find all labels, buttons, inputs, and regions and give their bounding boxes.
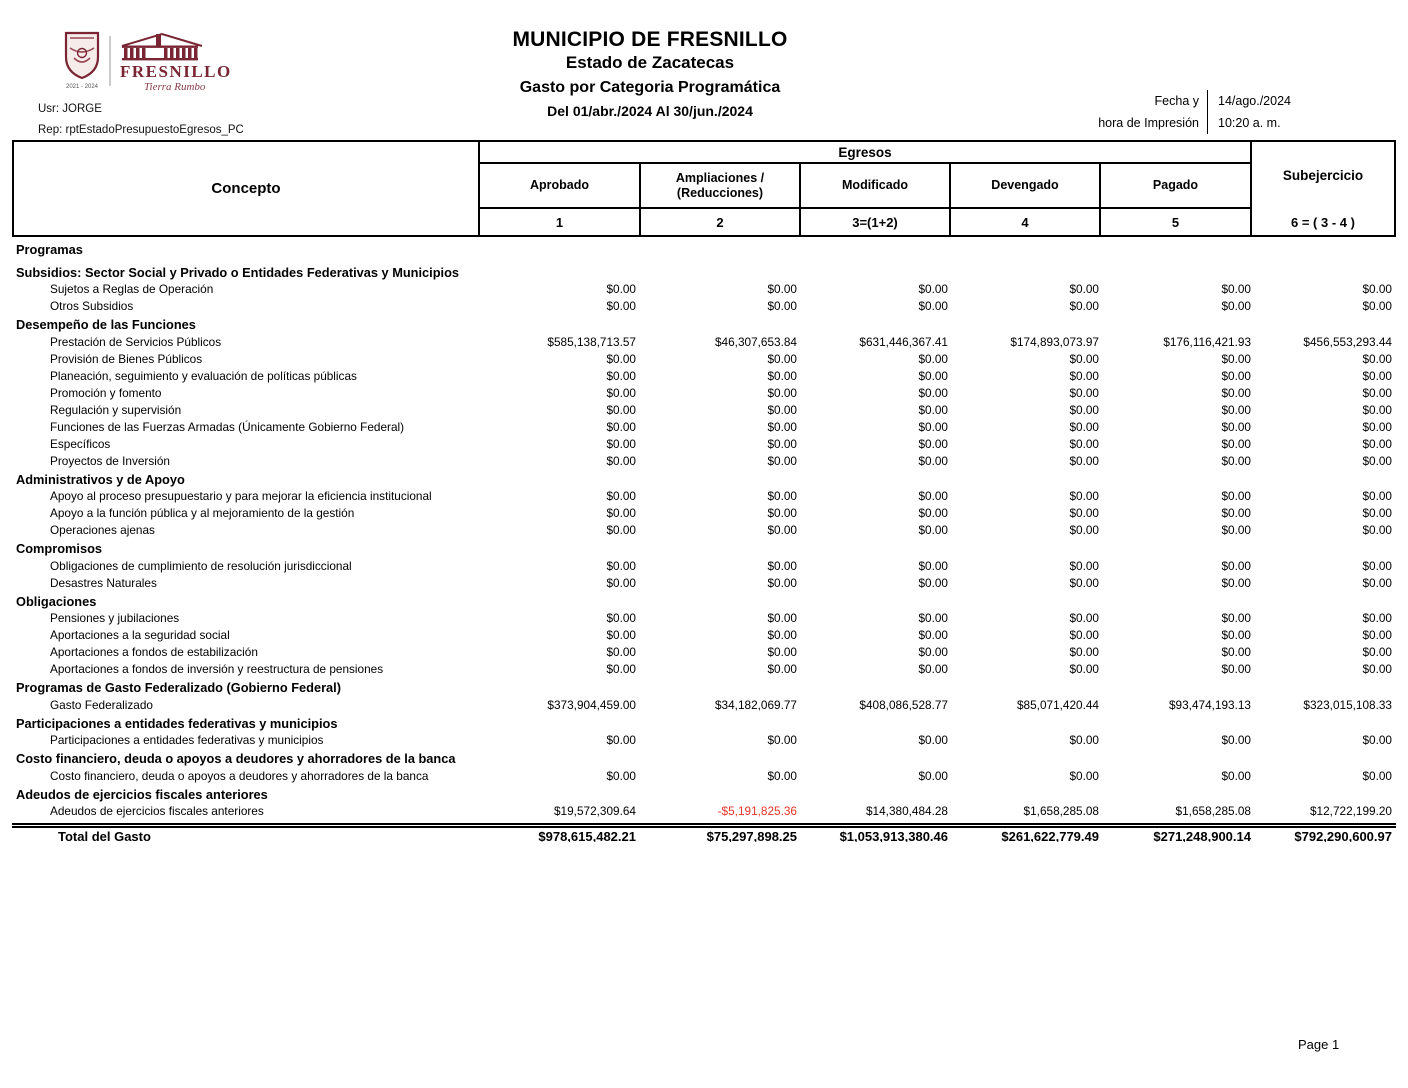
column-number-6: 6 = ( 3 - 4 ) (1250, 209, 1394, 235)
row-label: Promoción y fomento (50, 385, 162, 400)
print-date-label: Fecha y (1154, 94, 1199, 108)
table-row (12, 803, 1396, 820)
value-cell: $0.00 (1221, 385, 1251, 400)
value-cell: $0.00 (1362, 733, 1392, 747)
value-cell: $0.00 (1069, 299, 1099, 313)
value-cell: $0.00 (1221, 453, 1251, 468)
value-cell: $0.00 (1362, 282, 1392, 296)
value-cell: $271,248,900.14 (1153, 829, 1251, 842)
table-row (12, 334, 1396, 351)
value-cell: $176,116,421.93 (1163, 334, 1251, 349)
value-cell: $0.00 (1221, 489, 1251, 503)
value-cell: $0.00 (918, 436, 948, 451)
row-label: Apoyo a la función pública y al mejoramiento de la gestión (50, 506, 355, 520)
value-cell: $0.00 (1069, 662, 1099, 676)
value-cell: $0.00 (1362, 628, 1392, 642)
value-cell: $0.00 (767, 558, 797, 573)
value-cell: $0.00 (1221, 611, 1251, 625)
value-cell: $0.00 (918, 368, 948, 383)
value-cell: $0.00 (1362, 299, 1392, 313)
section-row (12, 716, 1396, 733)
value-cell: $0.00 (606, 733, 636, 747)
value-cell: $456,553,293.44 (1303, 334, 1392, 349)
value-cell: $0.00 (1069, 419, 1099, 434)
value-cell: $0.00 (918, 558, 948, 573)
table-row (12, 402, 1396, 419)
shield-caption: 2021 - 2024 (65, 84, 99, 90)
value-cell: $0.00 (767, 436, 797, 451)
section-row (12, 472, 1396, 489)
value-cell: $0.00 (1362, 453, 1392, 468)
table-row (12, 558, 1396, 575)
value-cell: $19,572,309.64 (553, 804, 636, 818)
value-cell: $12,722,199.20 (1309, 804, 1392, 818)
table-row (12, 488, 1396, 505)
table-row (12, 281, 1396, 298)
value-cell: $0.00 (1221, 368, 1251, 383)
column-header-devengado: Devengado (949, 164, 1099, 209)
table-row (12, 419, 1396, 436)
section-row (12, 787, 1396, 804)
value-cell: $0.00 (918, 611, 948, 625)
value-cell: $0.00 (1221, 402, 1251, 417)
title-block (330, 28, 970, 119)
table-row (12, 385, 1396, 402)
row-label: Adeudos de ejercicios fiscales anteriores (16, 786, 268, 802)
row-label: Gasto Federalizado (50, 697, 153, 712)
row-label: Específicos (50, 436, 111, 451)
value-cell: $174,893,073.97 (1010, 334, 1099, 349)
value-cell: $0.00 (767, 368, 797, 383)
value-cell: $0.00 (1069, 436, 1099, 451)
table-row (12, 298, 1396, 315)
value-cell: $0.00 (767, 489, 797, 503)
section-row (12, 317, 1396, 334)
value-cell: $0.00 (1221, 506, 1251, 520)
report-name: Gasto por Categoria Programática (519, 79, 781, 96)
fresnillo-building-icon (120, 34, 232, 93)
municipality-logo (52, 28, 232, 98)
row-label: Programas de Gasto Federalizado (Gobierno Federal) (16, 680, 341, 695)
row-label: Desempeño de las Funciones (16, 317, 196, 332)
table-row (12, 351, 1396, 368)
value-cell: $0.00 (606, 436, 636, 451)
row-label: Administrativos y de Apoyo (16, 471, 185, 487)
value-cell: $0.00 (918, 662, 948, 676)
value-cell: $0.00 (918, 489, 948, 503)
report-meta (38, 99, 244, 141)
value-cell: $0.00 (1221, 768, 1251, 783)
value-cell: $0.00 (1069, 489, 1099, 503)
value-cell: $0.00 (606, 506, 636, 520)
value-cell: $0.00 (767, 506, 797, 520)
value-cell: $631,446,367.41 (859, 334, 948, 349)
page-subtitle: Estado de Zacatecas (565, 53, 735, 72)
value-cell: $0.00 (918, 768, 948, 783)
column-number-1: 1 (478, 209, 639, 235)
column-number-2: 2 (639, 209, 799, 235)
value-cell: $792,290,600.97 (1294, 829, 1392, 842)
value-cell: $0.00 (1069, 733, 1099, 747)
value-cell: $373,904,459.00 (547, 697, 636, 712)
column-header-modificado: Modificado (799, 164, 949, 209)
value-cell: $0.00 (1069, 453, 1099, 468)
value-cell: $0.00 (1069, 575, 1099, 590)
column-header-aprobado: Aprobado (478, 164, 639, 209)
table-row (12, 522, 1396, 539)
value-cell: $0.00 (918, 419, 948, 434)
value-cell: $14,380,484.28 (865, 804, 948, 818)
value-cell: $408,086,528.77 (859, 697, 948, 712)
value-cell: $0.00 (767, 282, 797, 296)
value-cell: $0.00 (767, 299, 797, 313)
row-label: Obligaciones de cumplimiento de resolución jurisdiccional (50, 558, 352, 573)
value-cell: $0.00 (1362, 489, 1392, 503)
value-cell: $0.00 (767, 453, 797, 468)
value-cell: $0.00 (1221, 662, 1251, 676)
value-cell: $0.00 (767, 523, 797, 537)
row-label: Compromisos (16, 541, 103, 556)
value-cell: $0.00 (1221, 351, 1251, 366)
table-row (12, 610, 1396, 627)
value-cell: $0.00 (767, 662, 797, 676)
value-cell: $0.00 (918, 506, 948, 520)
row-label: Proyectos de Inversión (50, 453, 170, 468)
value-cell: $0.00 (918, 645, 948, 659)
value-cell: $261,622,779.49 (1001, 829, 1099, 842)
value-cell: $0.00 (767, 402, 797, 417)
table-header (12, 140, 1396, 237)
section-row (12, 242, 1396, 259)
row-label: Obligaciones (16, 593, 97, 609)
table-row (12, 453, 1396, 470)
value-cell: $0.00 (918, 523, 948, 537)
brand-tagline: Tierra Rumbo (144, 81, 206, 93)
table-row (12, 732, 1396, 749)
value-cell: $0.00 (606, 282, 636, 296)
value-cell: $0.00 (1221, 523, 1251, 537)
column-number-4: 4 (949, 209, 1099, 235)
value-cell: $0.00 (767, 645, 797, 659)
row-label: Aportaciones a fondos de inversión y reestructura de pensiones (50, 662, 384, 676)
value-cell: $0.00 (606, 662, 636, 676)
value-cell: $0.00 (1362, 575, 1392, 590)
value-cell: $0.00 (918, 733, 948, 747)
value-cell: $93,474,193.13 (1168, 697, 1251, 712)
table-body (12, 237, 1396, 842)
value-cell: $0.00 (1362, 368, 1392, 383)
print-datetime (1098, 90, 1308, 134)
page-number: Page 1 (1298, 1037, 1340, 1052)
value-cell: $0.00 (1221, 645, 1251, 659)
value-cell: $0.00 (1221, 282, 1251, 296)
value-cell: $0.00 (606, 402, 636, 417)
row-label: Participaciones a entidades federativas y municipios (16, 715, 338, 731)
value-cell: $1,053,913,380.46 (839, 829, 948, 842)
row-label: Aportaciones a la seguridad social (50, 628, 230, 642)
table-row (12, 697, 1396, 714)
value-cell: $323,015,108.33 (1303, 697, 1392, 712)
value-cell: $0.00 (1362, 419, 1392, 434)
value-cell: $0.00 (1362, 385, 1392, 400)
row-label: Programas (16, 242, 83, 257)
value-cell: $75,297,898.25 (706, 829, 797, 842)
value-cell: $0.00 (767, 628, 797, 642)
value-cell: $0.00 (1362, 611, 1392, 625)
value-cell: $0.00 (606, 453, 636, 468)
value-cell: $1,658,285.08 (1175, 804, 1251, 818)
table-row (12, 368, 1396, 385)
value-cell: $0.00 (1221, 419, 1251, 434)
value-cell: $0.00 (1221, 558, 1251, 573)
value-cell: $0.00 (918, 282, 948, 296)
value-cell: $0.00 (767, 768, 797, 783)
brand-text: FRESNILLO (120, 62, 232, 81)
value-cell: $0.00 (1069, 768, 1099, 783)
row-label: Adeudos de ejercicios fiscales anteriores (50, 804, 264, 818)
value-cell: $0.00 (918, 385, 948, 400)
row-label: Planeación, seguimiento y evaluación de políticas públicas (50, 368, 357, 383)
value-cell: $0.00 (1362, 523, 1392, 537)
value-cell: -$5,191,825.36 (717, 804, 797, 818)
section-row (12, 751, 1396, 768)
value-cell: $0.00 (606, 419, 636, 434)
value-cell: $0.00 (1069, 282, 1099, 296)
value-cell: $0.00 (1069, 645, 1099, 659)
report-id-line: Rep: rptEstadoPresupuestoEgresos_PC (38, 124, 244, 136)
section-row (12, 265, 1396, 282)
value-cell: $0.00 (1221, 575, 1251, 590)
value-cell: $0.00 (606, 645, 636, 659)
row-label: Operaciones ajenas (50, 523, 155, 537)
table-row (12, 505, 1396, 522)
value-cell: $0.00 (1069, 558, 1099, 573)
row-label: Subsidios: Sector Social y Privado o Entidades Federativas y Municipios (16, 264, 460, 280)
value-cell: $0.00 (767, 351, 797, 366)
column-header-pagado: Pagado (1099, 164, 1250, 209)
section-row (12, 541, 1396, 558)
row-label: Provisión de Bienes Públicos (50, 351, 203, 366)
row-label: Costo financiero, deuda o apoyos a deudores y ahorradores de la banca (50, 768, 429, 783)
value-cell: $0.00 (767, 733, 797, 747)
table-row (12, 644, 1396, 661)
value-cell: $0.00 (1069, 351, 1099, 366)
value-cell: $0.00 (1221, 733, 1251, 747)
user-line: Usr: JORGE (38, 103, 102, 115)
value-cell: $0.00 (918, 453, 948, 468)
total-row (12, 823, 1396, 842)
row-label: Costo financiero, deuda o apoyos a deudores y ahorradores de la banca (16, 751, 456, 766)
print-time-label: hora de Impresión (1098, 116, 1199, 130)
value-cell: $0.00 (1069, 402, 1099, 417)
value-cell: $0.00 (606, 628, 636, 642)
value-cell: $0.00 (1069, 368, 1099, 383)
table-row (12, 661, 1396, 678)
row-label: Sujetos a Reglas de Operación (50, 282, 214, 296)
value-cell: $46,307,653.84 (714, 334, 797, 349)
concept-column-header: Concepto (211, 180, 281, 197)
fresnillo-shield-icon (66, 33, 99, 90)
column-header-ampliaciones: Ampliaciones / (Reducciones) (639, 164, 799, 209)
value-cell: $0.00 (918, 402, 948, 417)
section-row (12, 594, 1396, 611)
row-label: Prestación de Servicios Públicos (50, 334, 222, 349)
value-cell: $585,138,713.57 (547, 334, 636, 349)
value-cell: $0.00 (1069, 628, 1099, 642)
value-cell: $0.00 (918, 628, 948, 642)
row-label: Participaciones a entidades federativas y municipios (50, 733, 324, 747)
value-cell: $0.00 (606, 523, 636, 537)
value-cell: $0.00 (606, 299, 636, 313)
value-cell: $0.00 (606, 368, 636, 383)
table-row (12, 627, 1396, 644)
row-label: Total del Gasto (58, 829, 151, 842)
value-cell: $0.00 (1362, 436, 1392, 451)
value-cell: $0.00 (767, 419, 797, 434)
value-cell: $0.00 (1362, 768, 1392, 783)
row-label: Pensiones y jubilaciones (50, 611, 180, 625)
row-label: Desastres Naturales (50, 575, 157, 590)
row-label: Regulación y supervisión (50, 402, 182, 417)
value-cell: $0.00 (918, 351, 948, 366)
value-cell: $0.00 (606, 611, 636, 625)
value-cell: $0.00 (1221, 299, 1251, 313)
value-cell: $0.00 (767, 575, 797, 590)
value-cell: $0.00 (1362, 558, 1392, 573)
budget-table (12, 140, 1396, 842)
value-cell: $0.00 (1069, 385, 1099, 400)
row-label: Funciones de las Fuerzas Armadas (Únicamente Gobierno Federal) (50, 419, 405, 434)
print-date-value: 14/ago./2024 (1207, 90, 1308, 112)
value-cell: $0.00 (918, 299, 948, 313)
value-cell: $1,658,285.08 (1023, 804, 1099, 818)
egresos-group-header: Egresos (478, 142, 1250, 164)
column-number-5: 5 (1099, 209, 1250, 235)
subejercicio-column-header: Subejercicio (1250, 142, 1394, 209)
value-cell: $34,182,069.77 (714, 697, 797, 712)
print-time-value: 10:20 a. m. (1207, 112, 1308, 134)
report-period: Del 01/abr./2024 Al 30/jun./2024 (547, 103, 753, 119)
value-cell: $0.00 (606, 768, 636, 783)
value-cell: $0.00 (1221, 436, 1251, 451)
column-number-3: 3=(1+2) (799, 209, 949, 235)
value-cell: $0.00 (1362, 662, 1392, 676)
value-cell: $0.00 (606, 575, 636, 590)
row-label: Otros Subsidios (50, 299, 134, 313)
row-label: Aportaciones a fondos de estabilización (50, 645, 258, 659)
value-cell: $0.00 (1069, 523, 1099, 537)
value-cell: $0.00 (1221, 628, 1251, 642)
value-cell: $0.00 (767, 385, 797, 400)
table-row (12, 436, 1396, 453)
table-row (12, 768, 1396, 785)
value-cell: $85,071,420.44 (1016, 697, 1099, 712)
value-cell: $0.00 (606, 558, 636, 573)
page-title: MUNICIPIO DE FRESNILLO (512, 28, 788, 51)
value-cell: $978,615,482.21 (538, 829, 636, 842)
value-cell: $0.00 (1362, 645, 1392, 659)
value-cell: $0.00 (606, 385, 636, 400)
value-cell: $0.00 (1069, 506, 1099, 520)
value-cell: $0.00 (1362, 506, 1392, 520)
value-cell: $0.00 (606, 489, 636, 503)
value-cell: $0.00 (767, 611, 797, 625)
table-row (12, 575, 1396, 592)
row-label: Apoyo al proceso presupuestario y para mejorar la eficiencia institucional (50, 489, 432, 503)
value-cell: $0.00 (606, 351, 636, 366)
value-cell: $0.00 (1362, 351, 1392, 366)
value-cell: $0.00 (1069, 611, 1099, 625)
value-cell: $0.00 (918, 575, 948, 590)
section-row (12, 680, 1396, 697)
value-cell: $0.00 (1362, 402, 1392, 417)
